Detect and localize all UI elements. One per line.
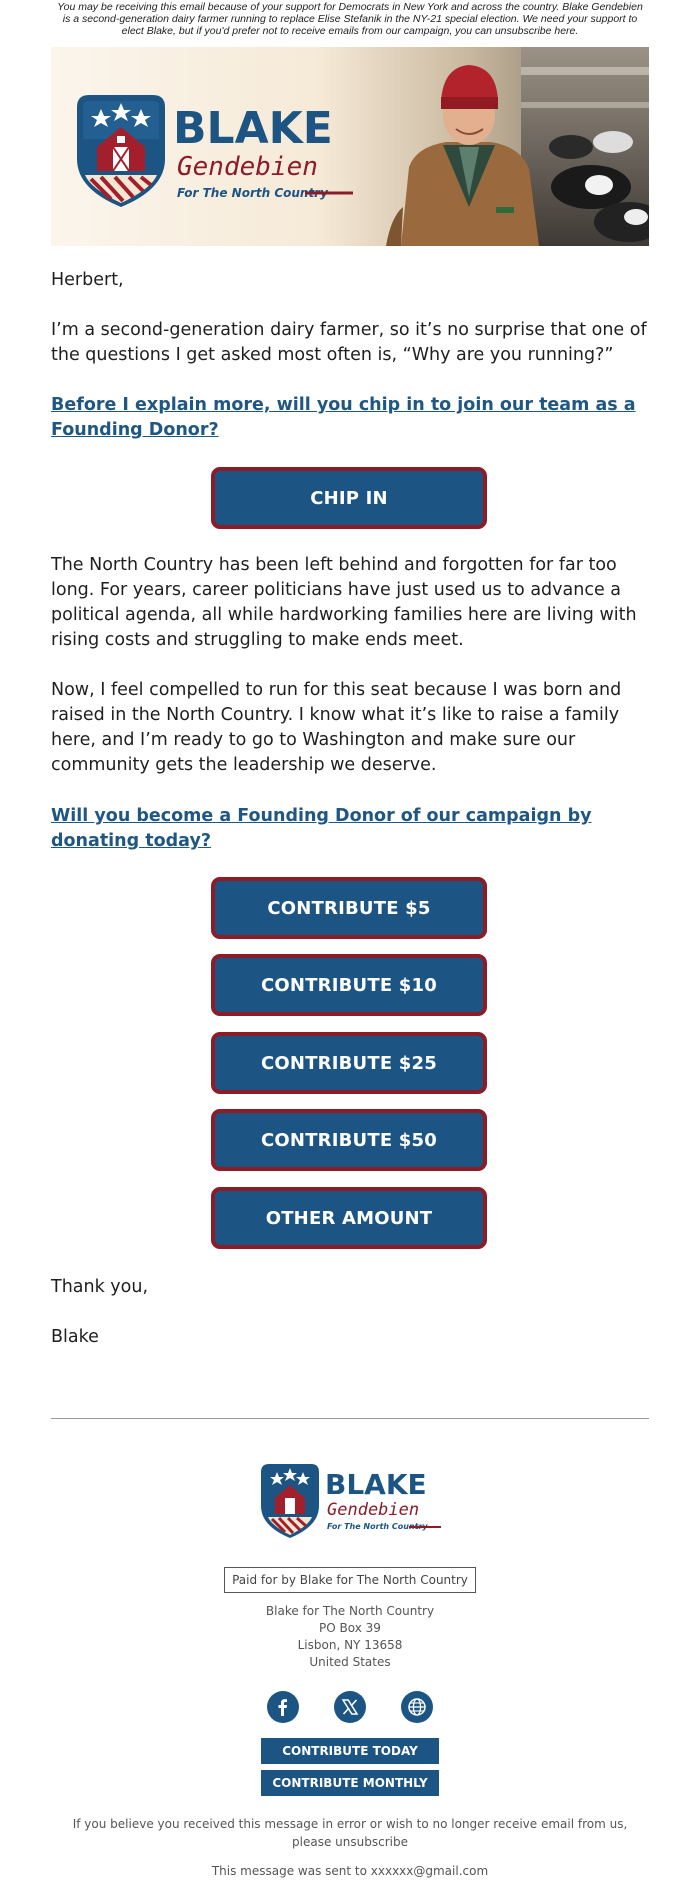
website-link[interactable] (401, 1691, 433, 1723)
sent-to-notice: This message was sent to xxxxxx@gmail.com (211, 1864, 489, 1878)
address-line-country: United States (309, 1655, 391, 1669)
closing: Thank you, (51, 1277, 149, 1297)
preheader-text: You may be receiving this email because of your support for Democrats in New York and across the country. Blake Gendebien is a second-generation dairy farmer running to replace Elise Stefanik in the NY-21 special election. We need your support to elect Blake, but if you'd prefer not to receive emails from our campaign, you can unsubscribe here. (57, 1, 643, 37)
chip-in-button[interactable]: CHIP IN (211, 467, 487, 529)
logo-name-top: BLAKE (173, 103, 333, 154)
contribute-5-button[interactable]: CONTRIBUTE $5 (211, 877, 487, 939)
address-line-pobox: PO Box 39 (319, 1621, 381, 1635)
contribute-monthly-button[interactable]: CONTRIBUTE MONTHLY (261, 1770, 439, 1796)
ask-link-founding-donor[interactable]: Before I explain more, will you chip in to join our team as a Founding Donor? (51, 395, 636, 440)
hero-banner (51, 47, 649, 246)
paragraph-intro: I’m a second-generation dairy farmer, so it’s no surprise that one of the questions I get asked most often is, “Why are you running?” (51, 320, 647, 365)
paid-for-disclaimer: Paid for by Blake for The North Country (224, 1567, 476, 1593)
x-twitter-icon (341, 1698, 359, 1716)
contribute-today-button[interactable]: CONTRIBUTE TODAY (261, 1738, 439, 1764)
paragraph-north-country: The North Country has been left behind and forgotten for far too long. For years, career politicians have just used us to advance a political agenda, all while hardworking families here are living with rising costs and struggling to make ends meet. (51, 555, 637, 650)
greeting: Herbert, (51, 270, 124, 290)
footer-logo-tagline: For The North Country (327, 1522, 428, 1531)
contribute-10-button[interactable]: CONTRIBUTE $10 (211, 954, 487, 1016)
footer-divider (51, 1418, 649, 1419)
address-line-org: Blake for The North Country (265, 1604, 435, 1618)
contribute-50-button[interactable]: CONTRIBUTE $50 (211, 1109, 487, 1171)
facebook-icon (274, 1698, 292, 1716)
mailing-address (200, 1603, 500, 1671)
signature: Blake (51, 1327, 99, 1347)
facebook-link[interactable] (267, 1691, 299, 1723)
other-amount-button[interactable]: OTHER AMOUNT (211, 1187, 487, 1249)
logo-name-bottom: Gendebien (177, 152, 318, 182)
campaign-logo (71, 89, 361, 209)
contribute-25-button[interactable]: CONTRIBUTE $25 (211, 1032, 487, 1094)
globe-icon (407, 1697, 427, 1717)
x-twitter-link[interactable] (334, 1691, 366, 1723)
logo-tagline: For The North Country (177, 186, 328, 200)
address-line-city: Lisbon, NY 13658 (297, 1638, 403, 1652)
footer-campaign-logo (259, 1460, 444, 1540)
paragraph-why-running: Now, I feel compelled to run for this seat because I was born and raised in the North Country. I know what it’s like to raise a family here, and I’m ready to go to Washington and make sure our community gets the leadership we deserve. (51, 680, 622, 775)
footer-logo-name-bottom: Gendebien (327, 1500, 420, 1520)
footer-logo-name-top: BLAKE (325, 1468, 427, 1501)
unsubscribe-notice[interactable]: If you believe you received this message in error or wish to no longer receive email from us, please unsubscribe (72, 1817, 628, 1849)
ask-link-donate-today[interactable]: Will you become a Founding Donor of our campaign by donating today? (51, 806, 592, 851)
